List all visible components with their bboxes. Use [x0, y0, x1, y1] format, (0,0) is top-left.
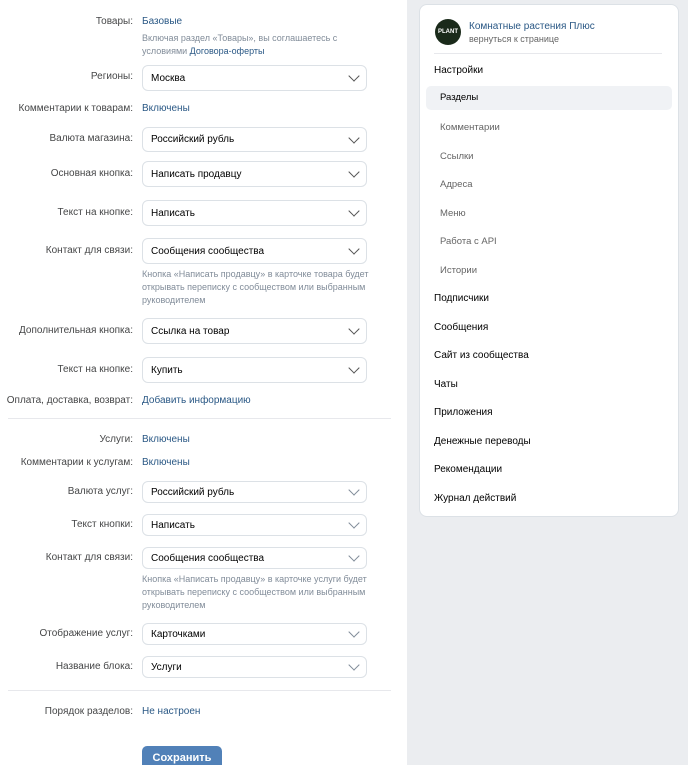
chevron-down-icon — [348, 659, 359, 670]
contact-label: Контакт для связи: — [45, 245, 133, 256]
currency-selected-value: Российский рубль — [151, 134, 235, 145]
block-name-label: Название блока: — [55, 661, 133, 672]
menu-item-recommendations[interactable]: Рекомендации — [434, 464, 503, 475]
submenu-item-sections[interactable] — [426, 86, 672, 110]
products-value-link[interactable]: Базовые — [142, 16, 183, 27]
regions-select[interactable] — [142, 65, 367, 91]
service-currency-select[interactable] — [142, 481, 367, 503]
divider — [8, 418, 391, 419]
back-to-page-link[interactable]: вернуться к странице — [469, 33, 559, 44]
chevron-down-icon — [348, 132, 359, 143]
services-value-link[interactable]: Включены — [142, 434, 190, 445]
submenu-item-addresses[interactable]: Адреса — [440, 179, 473, 190]
group-header[interactable] — [435, 19, 595, 45]
service-contact-hint: Кнопка «Написать продавцу» в карточке услуги будет открывать переписку с сообществом или выбранным руководителем — [142, 574, 367, 610]
chevron-down-icon — [348, 243, 359, 254]
service-button-text-select[interactable] — [142, 514, 367, 536]
chevron-down-icon — [348, 205, 359, 216]
offer-agreement-link[interactable]: Договора-оферты — [189, 46, 265, 56]
service-button-text-selected-value: Написать — [151, 519, 195, 531]
divider — [8, 690, 391, 691]
chevron-down-icon — [348, 550, 359, 561]
service-currency-selected-value: Российский рубль — [151, 486, 235, 498]
service-contact-select[interactable] — [142, 547, 367, 569]
service-display-selected-value: Карточками — [151, 628, 206, 640]
service-contact-label: Контакт для связи: — [45, 552, 133, 563]
menu-item-community-site[interactable]: Сайт из сообщества — [434, 350, 529, 361]
extra-button-label: Дополнительная кнопка: — [19, 325, 133, 336]
sections-order-link[interactable]: Не настроен — [142, 706, 201, 717]
button-text-label: Текст на кнопке: — [57, 207, 133, 218]
button-text-selected-value: Написать — [151, 207, 195, 219]
submenu-item-stories[interactable]: Истории — [440, 265, 478, 276]
settings-sidebar — [419, 4, 679, 517]
chevron-down-icon — [348, 484, 359, 495]
chevron-down-icon — [348, 323, 359, 334]
regions-label: Регионы: — [90, 71, 133, 82]
menu-item-settings[interactable]: Настройки — [434, 65, 484, 76]
service-button-text-label: Текст кнопки: — [71, 519, 133, 530]
service-currency-label: Валюта услуг: — [67, 486, 133, 497]
products-hint-text: Включая раздел «Товары», вы соглашаетесь с условиями — [142, 33, 338, 56]
group-name-link[interactable]: Комнатные растения Плюс — [469, 20, 595, 32]
regions-selected-value: Москва — [151, 72, 186, 84]
currency-select[interactable] — [142, 127, 367, 152]
main-button-select[interactable] — [142, 161, 367, 187]
service-display-label: Отображение услуг: — [39, 628, 133, 639]
group-avatar[interactable]: PLANT — [435, 19, 461, 45]
menu-item-apps[interactable]: Приложения — [434, 407, 493, 418]
chevron-down-icon — [348, 626, 359, 637]
menu-item-subscribers[interactable]: Подписчики — [434, 293, 490, 304]
chevron-down-icon — [348, 166, 359, 177]
services-label: Услуги: — [99, 434, 133, 445]
chevron-down-icon — [348, 362, 359, 373]
divider — [434, 53, 662, 54]
service-comments-value-link[interactable]: Включены — [142, 457, 190, 468]
chevron-down-icon — [348, 517, 359, 528]
menu-item-chats[interactable]: Чаты — [434, 379, 458, 390]
currency-label: Валюта магазина: — [49, 133, 133, 144]
products-hint — [142, 32, 377, 58]
extra-button-text-selected-value: Купить — [151, 364, 183, 376]
products-label: Товары: — [95, 16, 133, 27]
main-button-label: Основная кнопка: — [50, 168, 133, 179]
contact-selected-value: Сообщения сообщества — [151, 245, 265, 257]
extra-button-selected-value: Ссылка на товар — [151, 325, 230, 337]
submenu-item-menu[interactable]: Меню — [440, 208, 466, 219]
product-comments-label: Комментарии к товарам: — [18, 103, 133, 114]
extra-button-text-select[interactable] — [142, 357, 367, 383]
service-comments-label: Комментарии к услугам: — [20, 457, 133, 468]
service-display-select[interactable] — [142, 623, 367, 645]
submenu-item-label: Разделы — [440, 92, 479, 103]
contact-hint: Кнопка «Написать продавцу» в карточке товара будет открывать переписку с сообществом или выбранным руководителем — [142, 269, 369, 305]
submenu-item-comments[interactable]: Комментарии — [440, 122, 500, 133]
button-text-select[interactable] — [142, 200, 367, 226]
menu-item-money-transfers[interactable]: Денежные переводы — [434, 436, 531, 447]
block-name-select[interactable] — [142, 656, 367, 678]
save-button[interactable]: Сохранить — [142, 746, 222, 765]
block-name-selected-value: Услуги — [151, 661, 182, 673]
product-comments-value-link[interactable]: Включены — [142, 103, 190, 114]
payment-label: Оплата, доставка, возврат: — [6, 395, 133, 406]
main-button-selected-value: Написать продавцу — [151, 168, 242, 180]
sections-order-label: Порядок разделов: — [44, 706, 133, 717]
extra-button-select[interactable] — [142, 318, 367, 344]
menu-item-messages[interactable]: Сообщения — [434, 322, 489, 333]
submenu-item-links[interactable]: Ссылки — [440, 151, 474, 162]
menu-item-action-log[interactable]: Журнал действий — [434, 493, 517, 504]
extra-button-text-label: Текст на кнопке: — [57, 364, 133, 375]
chevron-down-icon — [348, 70, 359, 81]
submenu-item-api[interactable]: Работа с API — [440, 236, 497, 247]
contact-select[interactable] — [142, 238, 367, 264]
add-info-link[interactable]: Добавить информацию — [142, 395, 251, 406]
service-contact-selected-value: Сообщения сообщества — [151, 552, 265, 564]
